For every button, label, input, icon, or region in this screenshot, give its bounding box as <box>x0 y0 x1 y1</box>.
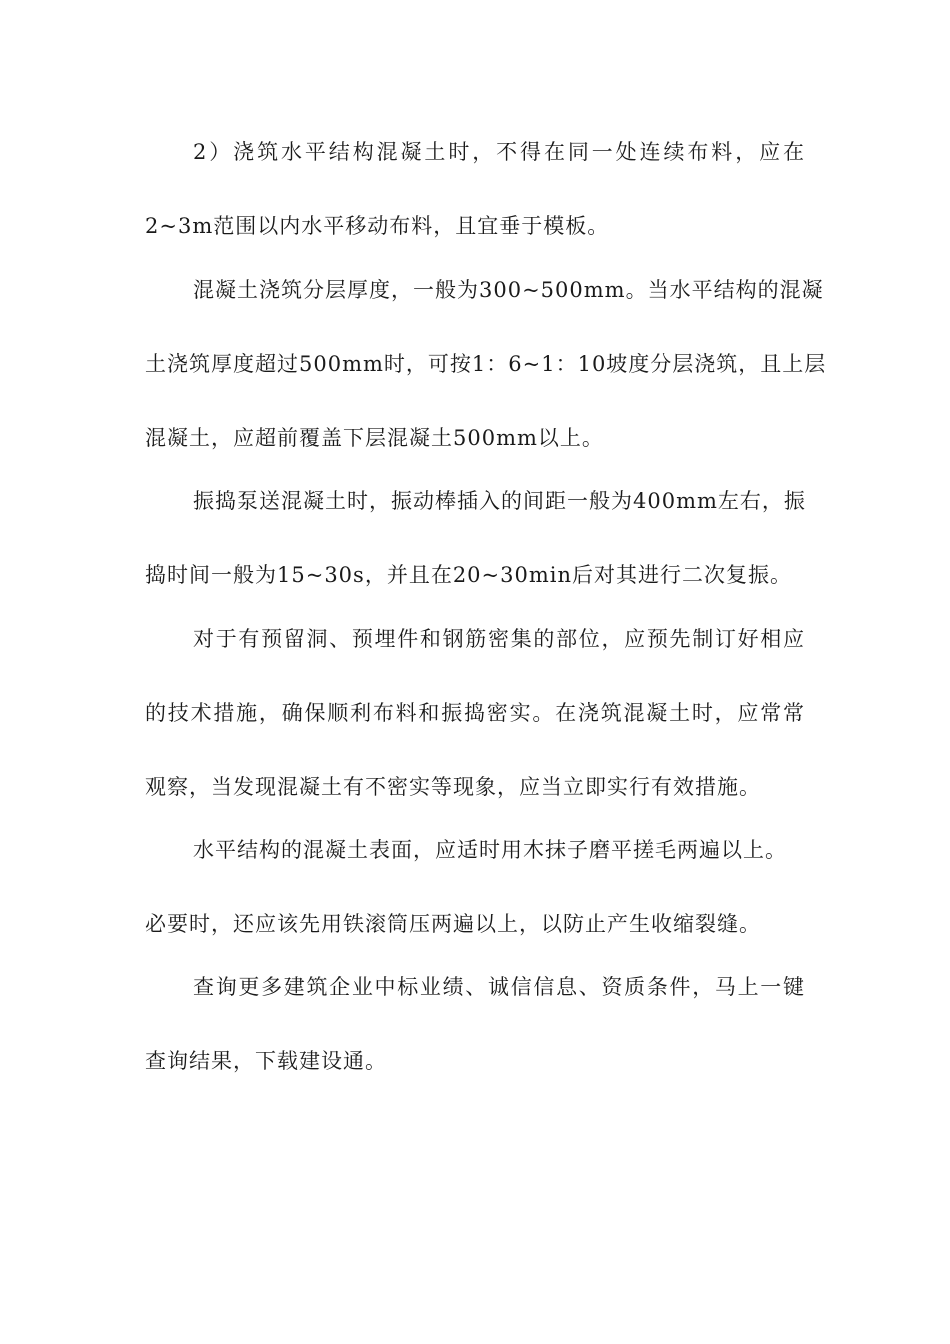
text-line: 查询更多建筑企业中标业绩、诚信信息、资质条件，马上一键 <box>193 975 805 999</box>
text-line: 土浇筑厚度超过500mm时，可按1：6~1：10坡度分层浇筑，且上层 <box>145 352 827 376</box>
text-line: 对于有预留洞、预埋件和钢筋密集的部位，应预先制订好相应 <box>193 627 805 651</box>
text-line: 捣时间一般为15~30s，并且在20~30min后对其进行二次复振。 <box>145 563 793 587</box>
text-line: 观察，当发现混凝土有不密实等现象，应当立即实行有效措施。 <box>145 775 761 799</box>
text-line: 振捣泵送混凝土时，振动棒插入的间距一般为400mm左右，振 <box>193 489 806 513</box>
text-line: 混凝土浇筑分层厚度，一般为300~500mm。当水平结构的混凝 <box>193 278 824 302</box>
text-line: 的技术措施，确保顺利布料和振捣密实。在浇筑混凝土时，应常常 <box>145 701 805 725</box>
text-line: 水平结构的混凝土表面，应适时用木抹子磨平搓毛两遍以上。 <box>193 838 787 862</box>
text-line: 2~3m范围以内水平移动布料，且宜垂于模板。 <box>145 214 610 238</box>
text-line: 2）浇筑水平结构混凝土时，不得在同一处连续布料，应在 <box>193 140 805 164</box>
text-line: 查询结果，下载建设通。 <box>145 1049 387 1073</box>
text-line: 混凝土，应超前覆盖下层混凝土500mm以上。 <box>145 426 604 450</box>
text-line: 必要时，还应该先用铁滚筒压两遍以上，以防止产生收缩裂缝。 <box>145 912 761 936</box>
